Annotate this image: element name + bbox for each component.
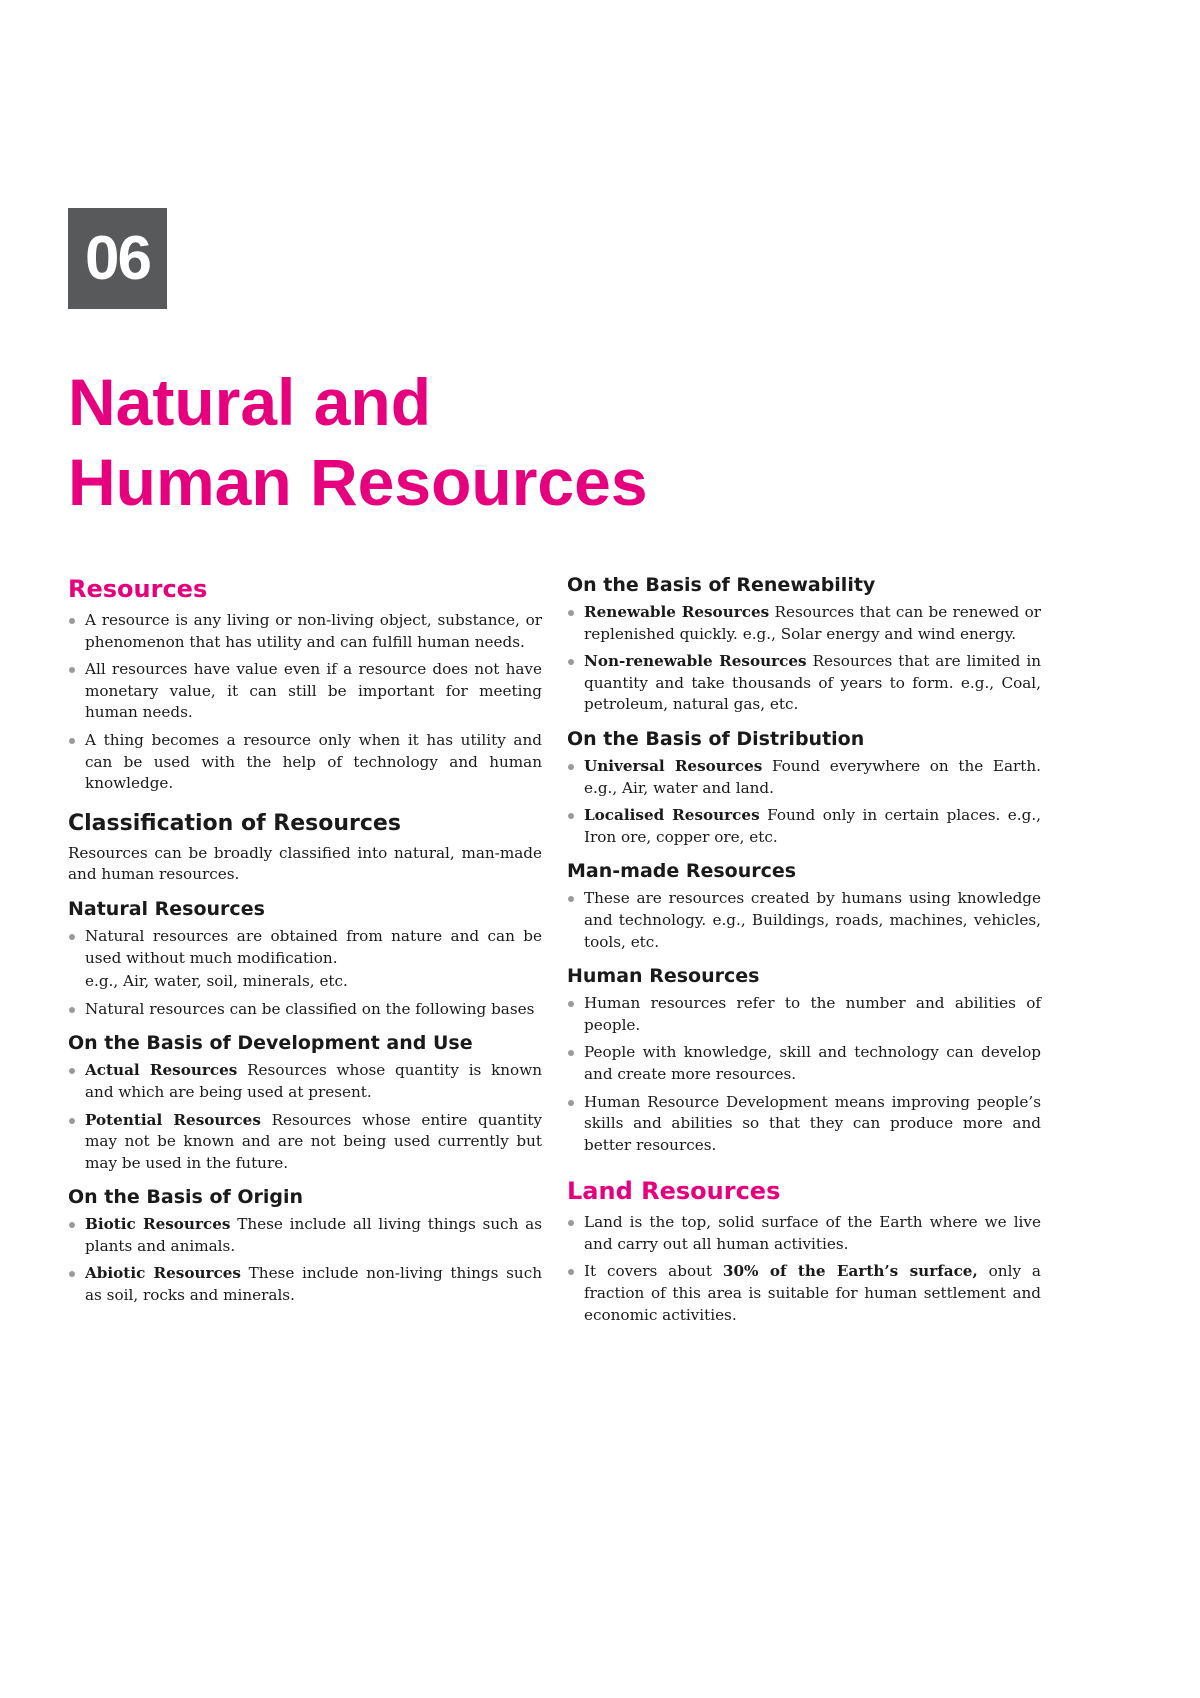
subheading-distribution: On the Basis of Distribution <box>567 727 865 750</box>
human-resources-list <box>567 993 1041 1156</box>
definition: Found only in certain places. e.g., Iron ore, copper ore, etc. <box>584 806 1041 846</box>
list-item: Human Resource Development means improving people’s skills and abilities so that they can produce more and better resources. <box>567 1092 1041 1157</box>
list-item: A resource is any living or non-living object, substance, or phenomenon that has utility and can fulfill human needs. <box>68 610 542 653</box>
subheading-development-use: On the Basis of Development and Use <box>68 1032 473 1055</box>
renewability-list <box>567 602 1041 716</box>
left-column <box>68 572 542 1313</box>
definition: Resources that are limited in quantity and take thousands of years to form. e.g., Coal, petroleum, natural gas, etc. <box>584 652 1041 714</box>
term-biotic: Biotic Resources <box>85 1215 231 1234</box>
list-item <box>68 1214 542 1257</box>
list-item: Land is the top, solid surface of the Earth where we live and carry out all human activities. <box>567 1212 1041 1255</box>
chapter-title <box>68 362 648 522</box>
term-abiotic: Abiotic Resources <box>85 1264 241 1283</box>
list-item <box>68 1263 542 1306</box>
subheading-human-resources: Human Resources <box>567 965 760 988</box>
land-text-post: only a fraction of this area is suitable for human settlement and economic activities. <box>584 1262 1041 1324</box>
term-renewable: Renewable Resources <box>584 603 770 621</box>
classification-intro: Resources can be broadly classified into natural, man-made and human resources. <box>68 843 542 884</box>
distribution-list <box>567 756 1041 848</box>
man-made-list <box>567 888 1041 953</box>
definition: These include all living things such as plants and animals. <box>85 1215 542 1255</box>
term-localised: Localised Resources <box>584 806 760 825</box>
chapter-title-line1: Natural and <box>68 365 432 439</box>
definition: Found everywhere on the Earth. e.g., Air, water and land. <box>584 756 1041 797</box>
natural-resources-list <box>68 926 542 969</box>
list-item <box>567 651 1041 716</box>
subheading-renewability: On the Basis of Renewability <box>567 574 876 596</box>
definition: Resources that can be renewed or replenished quickly. e.g., Solar energy and wind energy. <box>584 603 1041 643</box>
definition: These include non-living things such as soil, rocks and minerals. <box>85 1264 543 1305</box>
subheading-natural-resources: Natural Resources <box>68 897 265 920</box>
development-list <box>68 1060 542 1174</box>
list-item: Natural resources are obtained from nature and can be used without much modification. <box>68 926 542 969</box>
definition: Resources whose entire quantity may not be known and are not being used currently but may be used in the future. <box>85 1110 543 1172</box>
list-item: A thing becomes a resource only when it has utility and can be used with the help of technology and human knowledge. <box>68 730 542 795</box>
list-item: Human resources refer to the number and abilities of people. <box>567 993 1041 1036</box>
subheading-man-made: Man-made Resources <box>567 860 797 883</box>
right-column <box>567 572 1041 1332</box>
chapter-number-badge <box>68 208 167 309</box>
term-actual: Actual Resources <box>85 1061 238 1080</box>
natural-resources-list-2 <box>68 999 542 1021</box>
list-item <box>567 756 1041 799</box>
list-item <box>567 602 1041 645</box>
list-item: Natural resources can be classified on the following bases <box>68 999 542 1021</box>
list-item <box>567 805 1041 848</box>
definition: Resources whose quantity is known and which are being used at present. <box>85 1061 542 1101</box>
term-non-renewable: Non-renewable Resources <box>584 652 807 671</box>
list-item: All resources have value even if a resource does not have monetary value, it can still be important for meeting human needs. <box>68 659 542 724</box>
resources-list <box>68 610 542 795</box>
list-item <box>68 1110 542 1175</box>
section-heading-resources: Resources <box>68 575 208 603</box>
term-potential: Potential Resources <box>85 1110 261 1129</box>
land-text-pre: It covers about <box>584 1262 723 1281</box>
list-item <box>567 1261 1041 1326</box>
natural-resources-example: e.g., Air, water, soil, minerals, etc. <box>85 972 348 991</box>
land-text-bold: 30% of the Earth’s surface, <box>722 1262 978 1281</box>
land-resources-list <box>567 1212 1041 1326</box>
subheading-origin: On the Basis of Origin <box>68 1186 304 1209</box>
origin-list <box>68 1214 542 1306</box>
section-heading-classification: Classification of Resources <box>68 810 401 836</box>
term-universal: Universal Resources <box>584 756 763 775</box>
list-item <box>68 1060 542 1103</box>
list-item: These are resources created by humans using knowledge and technology. e.g., Buildings, roads, machines, vehicles, tools, etc. <box>567 888 1041 953</box>
chapter-number: 06 <box>85 224 150 293</box>
section-heading-land-resources: Land Resources <box>567 1177 781 1206</box>
list-item: People with knowledge, skill and technology can develop and create more resources. <box>567 1042 1041 1085</box>
chapter-title-line2: Human Resources <box>68 445 648 519</box>
